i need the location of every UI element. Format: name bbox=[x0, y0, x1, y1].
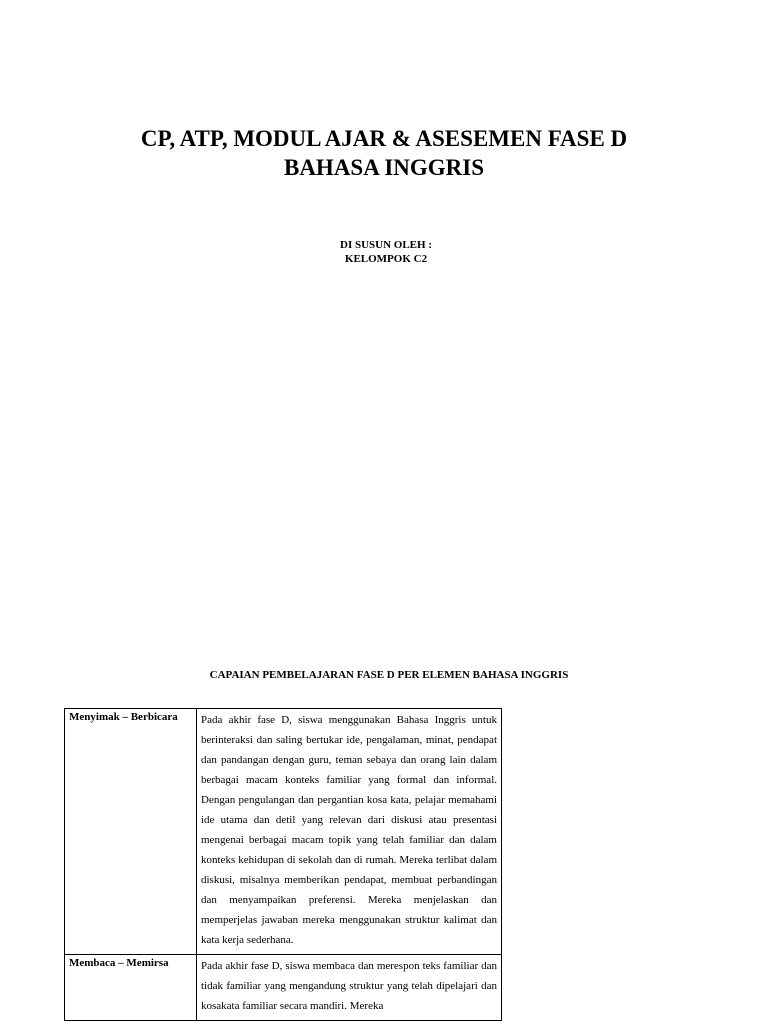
element-name-cell: Menyimak – Berbicara bbox=[65, 709, 197, 955]
learning-outcomes-table bbox=[64, 708, 502, 1021]
element-description-cell: Pada akhir fase D, siswa membaca dan merespon teks familiar dan tidak familiar yang mengandung struktur yang telah dipelajari dan kosakata familiar secara mandiri. Mereka bbox=[197, 955, 502, 1021]
document-title bbox=[0, 124, 768, 182]
table-row bbox=[65, 955, 502, 1021]
table-row bbox=[65, 709, 502, 955]
document-title-line-2: BAHASA INGGRIS bbox=[283, 155, 485, 180]
element-name-cell: Membaca – Memirsa bbox=[65, 955, 197, 1021]
group-name: KELOMPOK C2 bbox=[344, 253, 428, 265]
document-title-line-1: CP, ATP, MODUL AJAR & ASESEMEN FASE D bbox=[140, 126, 628, 151]
element-description-cell: Pada akhir fase D, siswa menggunakan Bahasa Inggris untuk berinteraksi dan saling bertukar ide, pengalaman, minat, pendapat dan pandangan dengan guru, teman sebaya dan orang lain dalam berbagai macam konteks familiar yang formal dan informal. Dengan pengulangan dan pergantian kosa kata, pelajar memahami ide utama dan detil yang relevan dari diskusi atau presentasi mengenai berbagai macam topik yang telah familiar dan dalam konteks kehidupan di sekolah dan di rumah. Mereka terlibat dalam diskusi, misalnya memberikan pendapat, membuat perbandingan dan menyampaikan preferensi. Mereka menjelaskan dan memperjelas jawaban mereka menggunakan struktur kalimat dan kata kerja sederhana. bbox=[197, 709, 502, 955]
credits-block bbox=[0, 238, 768, 266]
section-heading: CAPAIAN PEMBELAJARAN FASE D PER ELEMEN BAHASA INGGRIS bbox=[209, 669, 569, 681]
prepared-by-label: DI SUSUN OLEH : bbox=[340, 239, 432, 251]
